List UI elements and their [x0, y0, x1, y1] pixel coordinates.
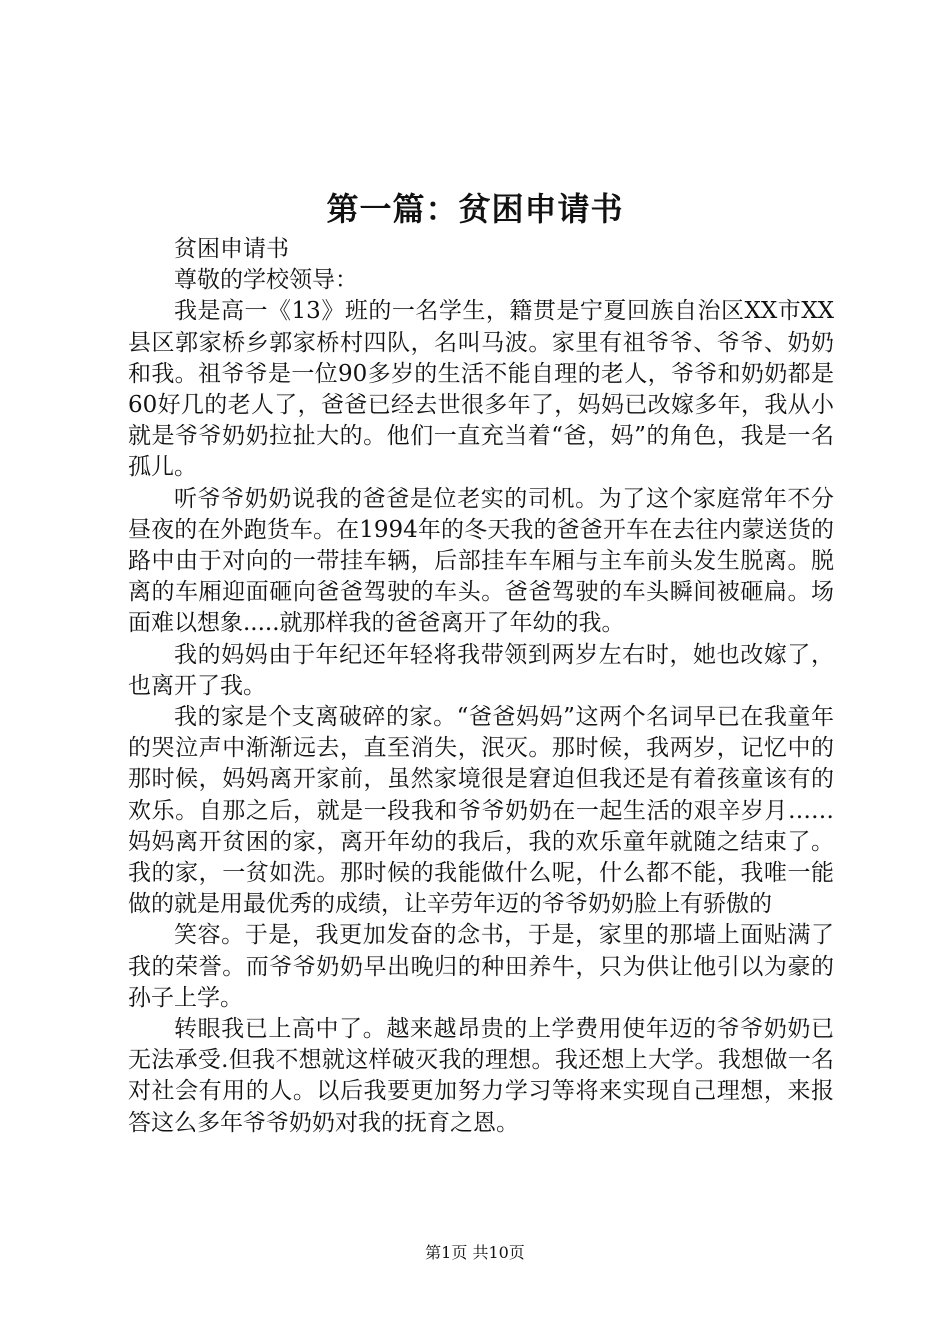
document-title: 第一篇：贫困申请书	[326, 190, 624, 228]
body-paragraph: 我的妈妈由于年纪还年轻将我带领到两岁左右时，她也改嫁了，也离开了我。	[128, 641, 834, 699]
salutation-heading: 贫困申请书	[174, 236, 289, 262]
body-paragraph: 我是高一《13》班的一名学生，籍贯是宁夏回族自治区XX市XX县区郭家桥乡郭家桥村四队，名叫马波。家里有祖爷爷、爷爷、奶奶和我。祖爷爷是一位90多岁的生活不能自理的老人，爷爷和奶奶都是60好几的老人了，爸爸已经去世很多年了，妈妈已改嫁多年，我从小就是爷爷奶奶拉扯大的。他们一直充当着“爸，妈”的角色，我是一名孤儿。	[128, 298, 834, 481]
page-number-footer: 第1页 共10页	[425, 1243, 525, 1262]
document-body	[128, 234, 834, 1139]
body-paragraph: 我的家是个支离破碎的家。“爸爸妈妈”这两个名词早已在我童年的哭泣声中渐渐远去，直至消失，泯灭。那时候，我两岁，记忆中的那时候，妈妈离开家前，虽然家境很是窘迫但我还是有着孩童该有的欢乐。自那之后，就是一段我和爷爷奶奶在一起生活的艰辛岁月……妈妈离开贫困的家，离开年幼的我后，我的欢乐童年就随之结束了。我的家，一贫如洗。那时候的我能做什么呢，什么都不能，我唯一能做的就是用最优秀的成绩，让辛劳年迈的爷爷奶奶脸上有骄傲的	[128, 704, 834, 918]
body-paragraph: 听爷爷奶奶说我的爸爸是位老实的司机。为了这个家庭常年不分昼夜的在外跑货车。在1994年的冬天我的爸爸开车在去往内蒙送货的路中由于对向的一带挂车辆，后部挂车车厢与主车前头发生脱离。脱离的车厢迎面砸向爸爸驾驶的车头。爸爸驾驶的车头瞬间被砸扁。场面难以想象.....就那样我的爸爸离开了年幼的我。	[128, 485, 834, 637]
body-paragraph: 笑容。于是，我更加发奋的念书，于是，家里的那墙上面贴满了我的荣誉。而爷爷奶奶早出晚归的种田养牛，只为供让他引以为豪的孙子上学。	[128, 922, 834, 1011]
salutation-addressee: 尊敬的学校领导：	[174, 267, 358, 294]
body-paragraph: 转眼我已上高中了。越来越昂贵的上学费用使年迈的爷爷奶奶已无法承受.但我不想就这样破灭我的理想。我还想上大学。我想做一名对社会有用的人。以后我要更加努力学习等将来实现自己理想，来报答这么多年爷爷奶奶对我的抚育之恩。	[128, 1016, 834, 1136]
